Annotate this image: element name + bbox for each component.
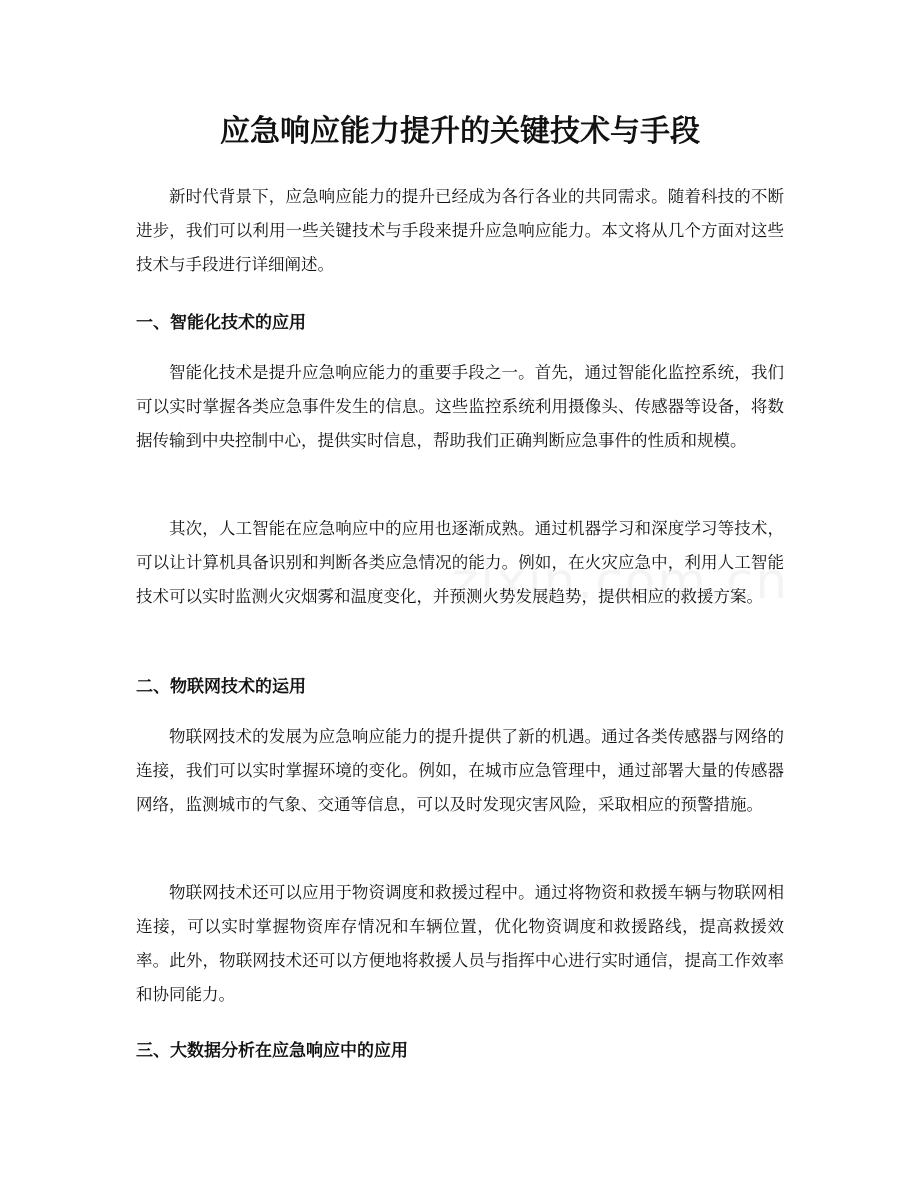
section-heading-intelligent-tech: 一、智能化技术的应用 [136,313,306,333]
section1-paragraph-2: 其次，人工智能在应急响应中的应用也逐渐成熟。通过机器学习和深度学习等技术，可以让计算机具备识别和判断各类应急情况的能力。例如，在火灾应急中，利用人工智能技术可以实时监测火灾烟雾和温度变化，并预测火势发展趋势，提供相应的救援方案。 [136,519,784,606]
section2-paragraph-1: 物联网技术的发展为应急响应能力的提升提供了新的机遇。通过各类传感器与网络的连接，我们可以实时掌握环境的变化。例如，在城市应急管理中，通过部署大量的传感器网络，监测城市的气象、交通等信息，可以及时发现灾害风险，采取相应的预警措施。 [136,727,784,814]
section2-paragraph-2: 物联网技术还可以应用于物资调度和救援过程中。通过将物资和救援车辆与物联网相连接，可以实时掌握物资库存情况和车辆位置，优化物资调度和救援路线，提高救援效率。此外，物联网技术还可以方便地将救援人员与指挥中心进行实时通信，提高工作效率和协同能力。 [136,883,784,1004]
section-heading-big-data: 三、大数据分析在应急响应中的应用 [136,1041,408,1061]
section1-paragraph-1: 智能化技术是提升应急响应能力的重要手段之一。首先，通过智能化监控系统，我们可以实时掌握各类应急事件发生的信息。这些监控系统利用摄像头、传感器等设备，将数据传输到中央控制中心，提供实时信息，帮助我们正确判断应急事件的性质和规模。 [136,363,784,450]
intro-paragraph: 新时代背景下，应急响应能力的提升已经成为各行各业的共同需求。随着科技的不断进步，我们可以利用一些关键技术与手段来提升应急响应能力。本文将从几个方面对这些技术与手段进行详细阐述。 [136,187,784,274]
document-title: 应急响应能力提升的关键技术与手段 [220,114,700,149]
section-heading-iot-tech: 二、物联网技术的运用 [136,677,306,697]
